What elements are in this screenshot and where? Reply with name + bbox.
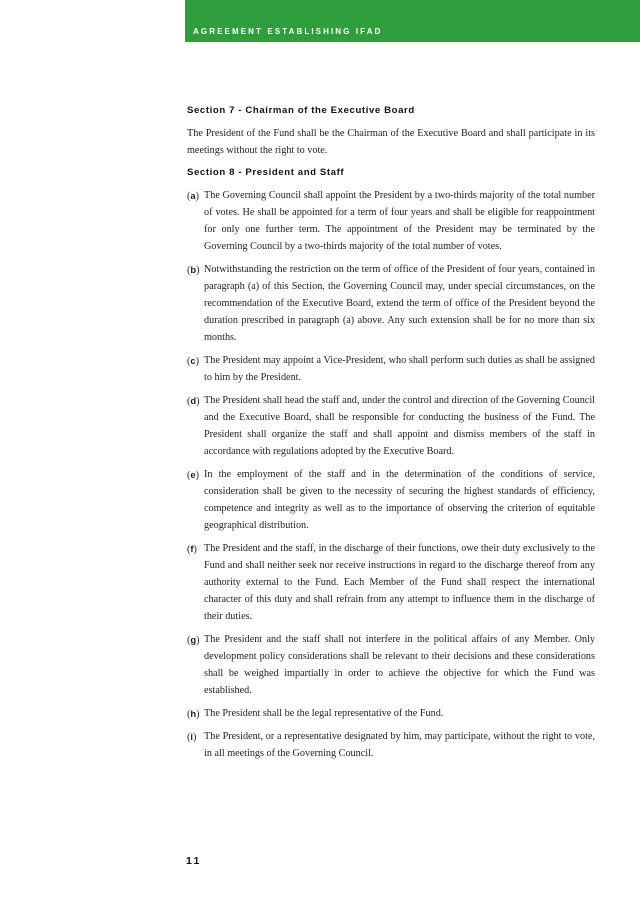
- item-label: (b): [187, 264, 200, 276]
- section-7-heading: Section 7 - Chairman of the Executive Board: [187, 105, 415, 116]
- item-text: The President and the staff, in the discharge of their functions, owe their duty exclusively to the Fund and shall neither seek nor receive instructions in regard to the discharge thereof from any authority external to the Fund. Each Member of the Fund shall respect the international character of this duty and shall refrain from any attempt to influence them in the discharge of their duties.: [204, 543, 595, 622]
- item-text: The President and the staff shall not interfere in the political affairs of any Member. Only development policy considerations shall be relevant to their decisions and these considerations shall be weighed impartially in order to achieve the objective for which the Fund was established.: [204, 634, 595, 696]
- section-8-heading: Section 8 - President and Staff: [187, 167, 345, 178]
- item-text: Notwithstanding the restriction on the term of office of the President of four years, contained in paragraph (a) of this Section, the Governing Council may, under special circumstances, on the recommendation of the Executive Board, extend the term of office of the President beyond the duration prescribed in paragraph (a) above. Any such extension shall be for no more than six months.: [204, 264, 595, 343]
- section-8-item-d: [187, 392, 595, 460]
- section-8-item-a: [187, 187, 595, 255]
- item-text: The Governing Council shall appoint the President by a two-thirds majority of the total number of votes. He shall be appointed for a term of four years and shall be eligible for reappointment for only one further term. The appointment of the President may be terminated by the Governing Council by a two-thirds majority of the total number of votes.: [204, 190, 595, 252]
- section-8-item-g: [187, 631, 595, 699]
- header-band: [185, 0, 640, 42]
- section-8-item-h: [187, 705, 595, 722]
- page-number: 11: [186, 855, 202, 867]
- document-body: [187, 104, 595, 768]
- item-label: (i): [187, 731, 197, 743]
- running-header-title: AGREEMENT ESTABLISHING IFAD: [193, 27, 383, 36]
- item-label: (a): [187, 190, 200, 202]
- item-label: (g): [187, 634, 200, 646]
- item-label: (d): [187, 395, 200, 407]
- item-label: (h): [187, 708, 200, 720]
- item-text: The President shall head the staff and, under the control and direction of the Governing Council and the Executive Board, shall be responsible for conducting the business of the Fund. The President shall organize the staff and shall appoint and dismiss members of the staff in accordance with regulations adopted by the Executive Board.: [204, 395, 595, 457]
- section-8-item-c: [187, 352, 595, 386]
- section-8-item-f: [187, 540, 595, 625]
- item-label: (c): [187, 355, 200, 367]
- section-8-item-e: [187, 466, 595, 534]
- item-text: The President, or a representative designated by him, may participate, without the right to vote, in all meetings of the Governing Council.: [204, 731, 595, 759]
- item-text: The President may appoint a Vice-President, who shall perform such duties as shall be assigned to him by the President.: [204, 355, 595, 383]
- section-7-paragraph: The President of the Fund shall be the Chairman of the Executive Board and shall participate in its meetings without the right to vote.: [187, 128, 595, 156]
- item-label: (e): [187, 469, 200, 481]
- section-8-item-b: [187, 261, 595, 346]
- section-8-item-i: [187, 728, 595, 762]
- item-text: The President shall be the legal representative of the Fund.: [204, 708, 444, 719]
- item-text: In the employment of the staff and in the determination of the conditions of service, consideration shall be given to the necessity of securing the highest standards of efficiency, competence and integrity as well as to the importance of observing the criterion of equitable geographical distribution.: [204, 469, 595, 531]
- item-label: (f): [187, 543, 197, 555]
